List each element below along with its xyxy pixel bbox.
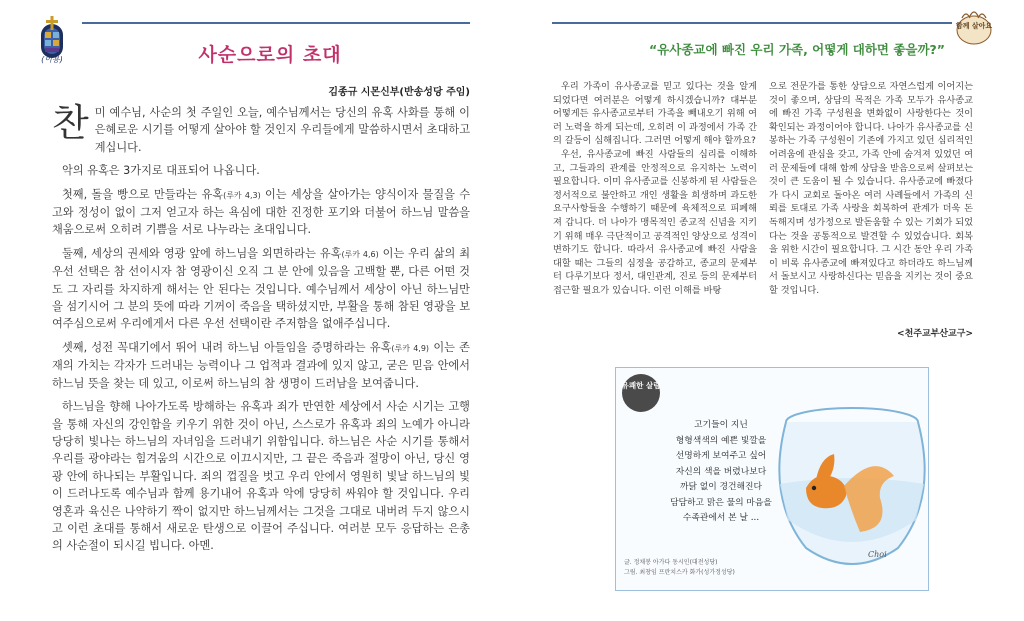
top-rule — [552, 22, 952, 24]
section-title: “유사종교에 빠진 우리 가족, 어떻게 대하면 좋을까?” — [648, 42, 946, 57]
poem-line: 형형색색의 예쁜 빛깔을 — [675, 435, 767, 446]
paragraph-1: 찬미 예수님, 사순의 첫 주일인 오늘, 예수님께서는 당신의 유혹 사화를 통해 이 은혜로운 시기를 어떻게 살아야 할 것인지 우리들에게 말씀하시면서 초대하고 계십니다. — [52, 101, 470, 154]
paragraph-3: 첫째, 돌을 빵으로 만들라는 유혹(루카 4,3) 이는 세상을 살아가는 양식이자 물질을 수고와 정성이 없이 그저 얻고자 하는 욕심에 대한 진정한 포기와 더불어 하느님 말씀을 채움으로써 오히려 기쁨을 서로 나누라는 초대입니다. — [52, 187, 471, 237]
bible-ref: (루카 4,6) — [341, 249, 379, 259]
poem-line: 자신의 색을 버렸나보다 — [675, 466, 767, 477]
paragraph-2: 악의 유혹은 3가지로 대표되어 나옵니다. — [62, 164, 260, 178]
emblem-label: (이용) — [41, 55, 63, 64]
poem-line: 선명하게 보여주고 싶어 — [675, 451, 767, 461]
column-paragraph: 우리 가족이 유사종교를 믿고 있다는 것을 알게 되었다면 여러분은 어떻게 하시겠습니까? 대부분 어떻게든 유사종교로부터 가족을 빼내오기 위해 여러 노력을 하게 되는데, 오히려 이 과정에서 가족 간의 갈등이 심해집니다. 그러면 어떻게 해야 할까요? — [553, 81, 757, 147]
poem-line: 담담하고 맑은 물의 마음을 — [670, 497, 772, 508]
bible-ref: (루카 4,9) — [391, 343, 430, 353]
fishbowl-illustration — [766, 388, 926, 568]
column-paragraph: 으로 전문가를 통한 상담으로 자연스럽게 이어지는 것이 좋으며, 상담의 목적은 가족 모두가 유사종교에 빠진 가족 구성원을 변화없이 사랑한다는 것이 확인되는 과정이어야 합니다. 나아가 유사종교를 신봉하는 가족 구성원이 기존에 가지고 있던 심리적인 어려움에 관심을 갖고, 가족 안에 숨겨져 있었던 여러 문제들에 대해 함께 상담을 받음으로써 살펴보는 것이 큰 도움이 될 수 있습니다. 유사종교에 빠졌다가 다시 교회로 돌아온 여러 사례들에서 가족의 신뢰를 토대로 가족 사랑을 회복하여 관계가 더욱 돈독해지며 성가정으로 발돋움할 수 있는 기회가 되었다는 것을 공통적으로 발견할 수 있었습니다. 회복을 위한 시간이 필요합니다. 그 시간 동안 우리 가족이 비록 유사종교에 빠져있다고 하더라도 하느님께서 돌보시고 사랑하신다는 믿음을 지키는 것이 중요할 것입니다. — [769, 81, 973, 296]
article-body — [52, 101, 471, 561]
text-column-1 — [553, 80, 757, 298]
right-page — [512, 0, 1024, 621]
dropcap: 찬 — [52, 101, 89, 145]
paragraph-5: 셋째, 성전 꼭대기에서 뛰어 내려 하느님 아들임을 증명하라는 유혹(루카 4,9) 이는 존재의 가치는 각자가 드러내는 능력이나 그 업적과 결과에 있지 않고, 굳은 믿음 안에서 하느님 뜻을 찾는 데 있고, 이로써 하느님의 참 생명이 드러남을 보여줍니다. — [52, 340, 470, 390]
column-paragraph: 우선, 유사종교에 빠진 사람들의 심리를 이해하고, 그들과의 관계를 안정적으로 유지하는 노력이 필요합니다. 이미 유사종교를 신봉하게 된 사람들은 정서적으로 불안하고 개인 생활을 희생하며 과도한 요구사항들을 수행하기 때문에 육체적으로 피폐해져 갑니다. 더 나아가 맹목적인 종교적 신념을 지키기 위해 매우 극단적이고 공격적인 양상으로 성격이 변하기도 합니다. 따라서 유사종교에 빠진 사람을 대할 때는 그들의 심정을 공감하고, 종교의 문제부터 다루기보다 정서, 대인관계, 진로 등의 문제부터 접근할 필요가 있습니다. 이런 이해를 바탕 — [553, 148, 757, 296]
text-column-2 — [769, 80, 973, 298]
credit-author: 글. 정채봉 아가다 동시인(대전성당) — [624, 559, 718, 566]
poem-line: 고기들이 지닌 — [694, 420, 748, 430]
page-title: 사순으로의 초대 — [198, 44, 342, 66]
credits — [624, 558, 824, 578]
paragraph-4: 둘째, 세상의 권세와 영광 앞에 하느님을 외면하라는 유혹(루카 4,6) 이는 우리 삶의 최우선 선택은 참 선이시자 참 영광이신 오직 그 분 안에 있음을 고백할 뿐, 다른 어떤 것도 그 자리를 차지하게 해서는 안 된다는 것입니다. 예수님께서 세상이 아닌 하느님만을 섬기시어 그 분의 뜻에 따라 기꺼이 죽음을 택하셨지만, 부활을 통해 참된 영광을 보여주심으로써 우리에게서 다른 우선 선택이란 주저함을 없애주십니다. — [52, 246, 471, 331]
bible-ref: (루카 4,3) — [223, 190, 261, 200]
signature: <천주교부산교구> — [897, 329, 973, 339]
badge-text: 유쾌한 살림 — [621, 381, 661, 390]
paragraph-6: 하느님을 향해 나아가도록 방해하는 유혹과 죄가 만연한 세상에서 사순 시기는 고행을 통해 자신의 강인함을 키우기 위한 것이 아닌, 스스로가 유혹과 죄의 노예가 아니라 당당히 빛나는 하느님의 자녀임을 드러내기 위함입니다. 하느님은 사순 시기를 통해서 우리를 광야라는 힘겨움의 시간으로 이끄시지만, 그 끝은 죽음과 절망이 아닌, 당신 영광 안에 하나되는 부활입니다. 죄의 껍질을 벗고 우리 안에서 영원히 빛날 하느님의 빛이 드러나도록 예수님과 함께 용기내어 유혹과 악에 당당히 싸워야 할 것입니다. 우리 영혼과 육신은 나약하기 짝이 없지만 하느님께서는 그것을 그대로 내버려 두지 않으시고 이런 초대를 통해서 새로운 탄생으로 이끌어 주십니다. 여러분 모두 응답하는 은총의 사순절이 되시길 빕니다. 아멘. — [52, 400, 470, 553]
credit-artist: 그림. 최창임 프란치스카 화가(성가정성당) — [624, 569, 735, 576]
logo-label: 함께 살아요 — [955, 22, 993, 30]
byline: 김종규 시몬신부(반송성당 주임) — [328, 87, 470, 98]
top-rule — [82, 22, 470, 24]
poem-card — [615, 367, 929, 591]
poem-line: 까닭 없이 경건해진다 — [679, 482, 763, 492]
poem-line: 수족관에서 본 날 ... — [682, 513, 760, 523]
artist-signature: Choi — [868, 550, 887, 559]
